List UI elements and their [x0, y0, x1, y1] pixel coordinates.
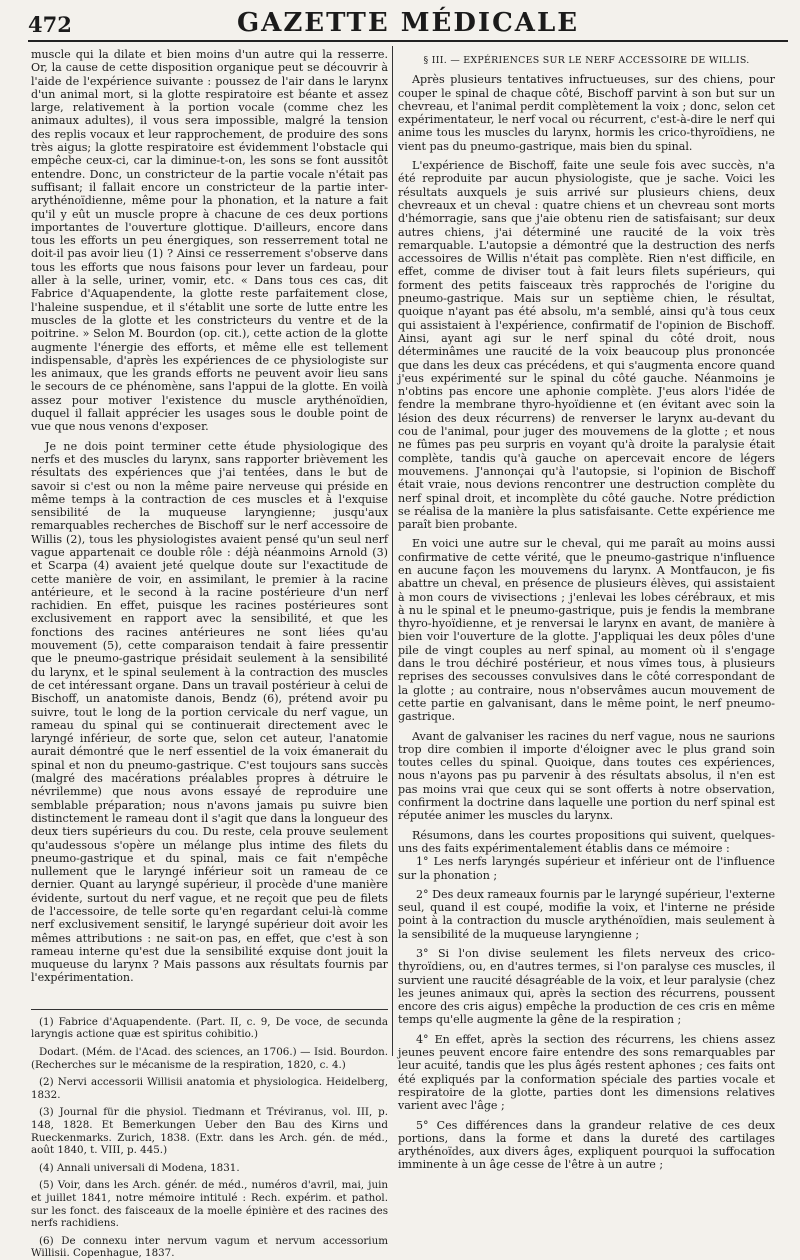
footnote: (3) Journal für die physiol. Tiedmann et Tréviranus, vol. III, p. 148, 1828. Et Bemerkungen Ueber den Bau des Kirns und Rueckenmarks. Zurich, 1838. (Extr. dans les Arch. gén. de méd., août 1840, t. VIII, p. 445.): [31, 1106, 388, 1157]
footnote: (2) Nervi accessorii Willisii anatomia et physiologica. Heidelberg, 1832.: [31, 1076, 388, 1101]
journal-title: GAZETTE MÉDICALE: [236, 8, 580, 38]
list-item: 5° Ces différences dans la grandeur relative de ces deux portions, dans la forme et dans la dureté des cartilages arythénoïdes, aux divers âges, expliquent pourquoi la suffocation imminente à un âge cesse de l'être à un autre ;: [398, 1118, 775, 1172]
footnote: (1) Fabrice d'Aquapendente. (Part. II, c. 9, De voce, de secunda laryngis actione quæ est spiritus cohibitio.): [31, 1015, 388, 1041]
paragraph: Après plusieurs tentatives infructueuses, sur des chiens, pour couper le spinal de chaque côté, Bischoff parvint à son but sur un chevreau, et l'animal perdit complètement la voix ; donc, selon cet expérimentateur, le nerf vocal ou récurrent, c'est-à-dire le nerf qui anime tous les muscles du larynx, hormis les crico-thyroïdiens, ne vient pas du pneumo-gastrique, mais bien du spinal.: [398, 73, 775, 153]
paragraph: Avant de galvaniser les racines du nerf vague, nous ne saurions trop dire combien il importe d'éloigner avec le plus grand soin toutes celles du spinal. Quoique, dans toutes ces expériences, nous n'ayons pas pu parvenir à des résultats absolus, il n'en est pas moins vrai que ceux qui se sont offerts à notre observation, confirment la doctrine dans laquelle une portion du nerf spinal est réputée animer les muscles du larynx.: [398, 729, 775, 823]
footnote: (6) De connexu inter nervum vagum et nervum accessorium Willisii. Copenhague, 1837.: [31, 1234, 388, 1260]
paragraph: En voici une autre sur le cheval, qui me paraît au moins aussi confirmative de cette vérité, que le pneumo-gastrique n'influence en aucune façon les mouvemens du larynx. A Montfaucon, je fis abattre un cheval, en présence de plusieurs élèves, qui assistaient à mon cours de vivisections ; j'enlevai les lobes cérébraux, et mis à nu le spinal et le pneumo-gastrique, puis je fendis la membrane thyro-hyoïdienne, et je renversai le larynx en avant, de manière à bien voir l'ouverture de la glotte. J'appliquai les deux pôles d'une pile de vingt couples au nerf spinal, au moment où il s'engage dans le trou déchiré postérieur, et nous vîmes tous, à plusieurs reprises des secousses convulsives dans le côté correspondant de la glotte ; au contraire, nous n'observâmes aucun mouvement de cette partie en galvanisant, dans le même point, le nerf pneumo-gastrique.: [398, 537, 775, 724]
list-item: 3° Si l'on divise seulement les filets nerveux des crico-thyroïdiens, ou, en d'autres termes, si l'on paralyse ces muscles, il survient une raucité désagréable de la voix, et leur paralysie (chez les jeunes animaux qui, après la section des récurrens, poussent encore des cris aigus) empêche la production de ces cris en même temps qu'elle augmente la gêne de la respiration ;: [398, 947, 775, 1027]
paragraph: Je ne dois point terminer cette étude physiologique des nerfs et des muscles du larynx, sans rapporter brièvement les résultats des expériences que j'ai tentées, dans le but de savoir si c'est ou non la même paire nerveuse qui préside en même temps à la contraction de ces muscles et à l'exquise sensibilité de la muqueuse laryngienne; jusqu'aux remarquables recherches de Bischoff sur le nerf accessoire de Willis (2), tous les physiologistes avaient pensé qu'un seul nerf vague appartenait ce double rôle : déjà néanmoins Arnold (3) et Scarpa (4) avaient jeté quelque doute sur l'exactitude de cette manière de voir, en assimilant, le premier à la racine antérieure, et le second à la racine postérieure d'un nerf rachidien. En effet, puisque les racines postérieures sont exclusivement en rapport avec la sensibilité, et que les fonctions des racines antérieures ne sont liées qu'au mouvement (5), cette comparaison tendait à faire pressentir que le pneumo-gastrique présidait seulement à la sensibilité du larynx, et le spinal seulement à la contraction des muscles de cet intéressant organe. Dans un travail postérieur à celui de Bischoff, un anatomiste danois, Bendz (6), prétend avoir pu suivre, tout le long de la portion cervicale du nerf vague, un rameau du spinal qui se continuerait directement avec le laryngé inférieur, de sorte que, selon cet auteur, l'anatomie aurait démontré que le nerf essentiel de la voix émanerait du spinal et non du pneumo-gastrique. C'est toujours sans succès (malgré des macérations préalables propres à détruire le névrilemme) que nous avons essayé de reproduire une semblable préparation; nous n'avons jamais pu suivre bien distinctement le rameau dont il s'agit que dans la longueur des deux tiers supérieurs du cou. Du reste, cela prouve seulement qu'audessous s'opère un mélange plus intime des filets du pneumo-gastrique et du spinal, mais ce fait n'empêche nullement que le laryngé inférieur soit un rameau de ce dernier. Quant au laryngé supérieur, il procède d'une manière évidente, surtout du nerf vague, et ne reçoit que peu de filets de l'accessoire, de telle sorte qu'en regardant celui-là comme nerf exclusivement sensitif, le laryngé supérieur doit avoir les mêmes attributions : ne sait-on pas, en effet, que c'est à son rameau interne qu'est due la sensibilité exquise dont jouit la muqueuse du larynx ? Mais passons aux résultats fournis par l'expérimentation.: [31, 439, 388, 985]
paragraph: Résumons, dans les courtes propositions qui suivent, quelques-uns des faits expérimentalement établis dans ce mémoire :: [398, 828, 775, 855]
paragraph: L'expérience de Bischoff, faite une seule fois avec succès, n'a été reproduite par aucun physiologiste, que je sache. Voici les résultats auxquels je suis arrivé sur plusieurs chiens, deux chevreaux et un cheval : quatre chiens et un chevreau sont morts d'hémorragie, sans que j'aie obtenu rien de satisfaisant; sur deux autres chiens, j'ai déterminé une raucité de la voix très remarquable. L'autopsie a démontré que la destruction des nerfs accessoires de Willis n'était pas complète. Rien n'est difficile, en effet, comme de diviser tout à fait leurs filets supérieurs, qui forment des petits faisceaux très rapprochés de l'origine du pneumo-gastrique. Mais sur un septième chien, le résultat, quoique n'ayant pas été absolu, m'a semblé, ainsi qu'à tous ceux qui assistaient à l'expérience, confirmatif de l'opinion de Bischoff. Ainsi, ayant agi sur le nerf spinal du côté droit, nous déterminâmes une raucité de la voix beaucoup plus prononcée que dans les deux cas précédens, et qui s'augmenta encore quand j'eus expérimenté sur le spinal du côté gauche. Néanmoins je n'obtins pas encore une aphonie complète. J'eus alors l'idée de fendre la membrane thyro-hyoïdienne et (en évitant avec soin la lésion des deux récurrens) de renverser le larynx au-devant du cou de l'animal, pour juger des mouvemens de la glotte ; et nous ne fûmes pas peu surpris en voyant qu'à droite la paralysie était complète, tandis qu'à gauche on apercevait encore de légers mouvemens. J'annonçai qu'à l'autopsie, si l'opinion de Bischoff était vraie, nous devions rencontrer une destruction complète du nerf spinal droit, et incomplète du côté gauche. Notre prédiction se réalisa de la manière la plus satisfaisante. Cette expérience me paraît bien probante.: [398, 159, 775, 532]
paragraph: muscle qui la dilate et bien moins d'un autre qui la resserre. Or, la cause de cette disposition organique peut se découvrir à l'aide de l'expérience suivante : poussez de l'air dans le larynx d'un animal mort, si la glotte respiratoire est béante et assez large, relativement à la portion vocale (comme chez les animaux adultes), il vous sera impossible, malgré la tension des replis vocaux et leur rapprochement, de produire des sons très aigus; la glotte respiratoire est évidemment l'obstacle qui empêche ceux-ci, car la diminue-t-on, les sons se font aussitôt entendre. Donc, un constricteur de la partie vocale n'était pas suffisant; il fallait encore un constricteur de la partie inter-arythénoïdienne, même pour la phonation, et la nature a fait qu'il y eût un muscle propre à chacune de ces deux portions importantes de l'ouverture glottique. D'ailleurs, encore dans tous les efforts un peu énergiques, son resserrement total ne doit-il pas avoir lieu (1) ? Ainsi ce resserrement s'observe dans tous les efforts que nous faisons pour lever un fardeau, pour aller à la selle, uriner, vomir, etc. « Dans tous ces cas, dit Fabrice d'Aquapendente, la glotte reste parfaitement close, l'haleine suspendue, et il s'établit une sorte de lutte entre les muscles de la glotte et les constricteurs du ventre et de la poitrine. » Selon M. Bourdon (op. cit.), cette action de la glotte augmente l'énergie des efforts, et même elle est tellement indispensable, d'après les expériences de ce physiologiste sur les animaux, que les grands efforts ne peuvent avoir lieu sans le secours de ce phénomène, sans l'appui de la glotte. En voilà assez pour motiver l'existence du muscle arythénoïdien, duquel il fallait apprécier les usages sous le double point de vue que nous venons d'exposer.: [31, 48, 388, 434]
footnote: (4) Annali universali di Modena, 1831.: [39, 1161, 240, 1174]
footnotes: [31, 1009, 388, 1260]
right-column: [398, 48, 775, 1172]
page-number: 472: [28, 12, 72, 37]
footnote: (5) Voir, dans les Arch. génér. de méd., numéros d'avril, mai, juin et juillet 1841, notre mémoire intitulé : Rech. expérim. et pathol. sur les fonct. des faisceaux de la moelle épinière et des racines des nerfs rachidiens.: [31, 1179, 388, 1230]
list-item: 1° Les nerfs laryngés supérieur et inférieur ont de l'influence sur la phonation ;: [398, 855, 775, 882]
column-divider: [392, 46, 393, 1056]
list-item: 4° En effet, après la section des récurrens, les chiens assez jeunes peuvent encore faire entendre des sons remarquables par leur acuité, tandis que les plus âgés restent aphones ; ces faits ont été expliqués par la conformation spéciale des parties vocale et respiratoire de la glotte, parties dont les dimensions relatives varient avec l'âge ;: [398, 1032, 775, 1113]
section-title: § III. — EXPÉRIENCES SUR LE NERF ACCESSOIRE DE WILLIS.: [423, 55, 750, 66]
list-item: 2° Des deux rameaux fournis par le laryngé supérieur, l'externe seul, quand il est coupé, modifie la voix, et l'interne ne préside point à la contraction du muscle arythénoïdien, mais seulement à la sensibilité de la muqueuse laryngienne ;: [398, 887, 776, 941]
footnote: Dodart. (Mém. de l'Acad. des sciences, an 1706.) — Isid. Bourdon. (Recherches sur le mécanisme de la respiration, 1820, c. 4.): [31, 1045, 388, 1071]
page-header: [28, 4, 788, 42]
left-column: [31, 48, 388, 1260]
proposition-list: [398, 855, 775, 1172]
